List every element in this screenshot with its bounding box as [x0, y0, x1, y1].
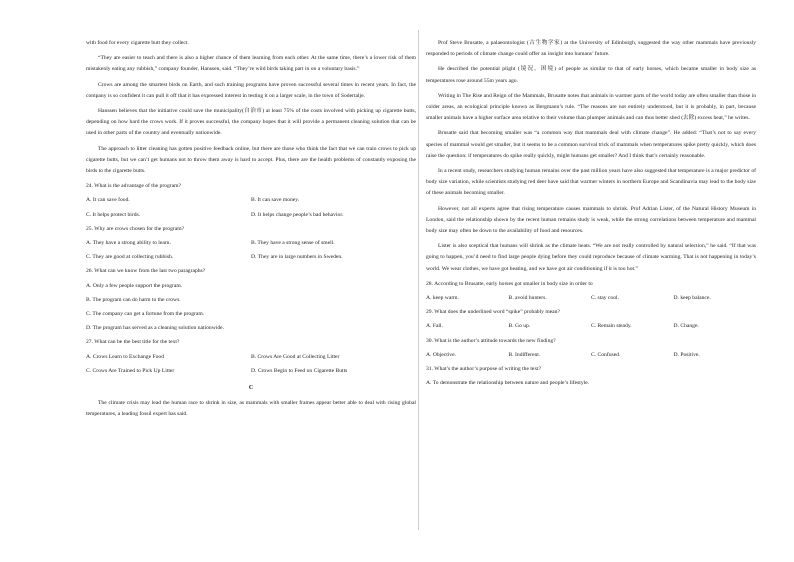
- option-d: D. keep balance.: [673, 295, 711, 302]
- option-c: C. They are good at collecting rubbish.: [86, 254, 174, 261]
- options-row: [426, 321, 756, 332]
- options-row: [86, 366, 416, 377]
- option-d: D. Crows Begin to Feed on Cigarette Butts: [251, 367, 348, 374]
- option-c: C. stay cool.: [591, 295, 619, 302]
- options-row: [86, 352, 416, 363]
- option-a: A. Fall.: [426, 323, 443, 330]
- question-26: 26. What can we know from the last two paragraphs?: [86, 268, 206, 275]
- option-a: A. keep warm.: [426, 295, 459, 302]
- option-d: D. They are in large numbers in Sweden.: [251, 254, 343, 261]
- right-column: [426, 38, 756, 392]
- passage-paragraph: Crows are among the smartest birds on Earth, and such training programs have proven successful several times in recent years. In fact, the company is so confident it can pull it off that it has expressed interest in testing it on a larger scale, in the town of Sodertalje.: [86, 81, 416, 99]
- option-b: B. They have a strong sense of smell.: [251, 240, 335, 247]
- option-c: C. Crows Are Trained to Pick Up Litter: [86, 367, 175, 374]
- options-row: [426, 293, 756, 304]
- option-b: B. avoid hunters.: [508, 295, 547, 302]
- question-25: 25. Why are crows chosen for the program?: [86, 225, 185, 232]
- question-31: 31. What’s the author’s purpose of writing the text?: [426, 366, 542, 373]
- passage-paragraph: Brusatte said that becoming smaller was “a common way that mammals deal with climate change”. He added: “That’s not to say every species of mammal would get smaller, but it seems to be a common survival trick of mammals when temperatures spike pretty quickly, which does raise the question: if temperatures do spike really quickly, might humans get smaller? And I think that’s certainly reasonable.: [426, 130, 756, 159]
- option-a: A. Only a few people support the program.: [86, 282, 183, 289]
- option-a: A. Crows Learn to Exchange Food: [86, 353, 164, 360]
- passage-paragraph: The approach to litter cleaning has gotten positive feedback online, but there are those who think the fact that we can train crows to pick up cigarette butts, but we can’t get humans not to throw them away is hard to accept. Plus, there are the health problems of constantly exposing the birds to the cigarette butts.: [86, 145, 416, 175]
- left-column: [86, 38, 416, 425]
- passage-paragraph: Prof Steve Brusatte, a palaeontologist (古生物学家) at the University of Edinburgh, suggested the way other mammals have previously responded to periods of climate change could offer an insight into humans’ future.: [426, 40, 756, 58]
- column-divider: [418, 30, 419, 530]
- option-c: C. The company can get a fortune from the program.: [86, 311, 205, 318]
- passage-paragraph: The climate crisis may lead the human race to shrink in size, as mammals with smaller frames appear better able to deal with rising global temperatures, a leading fossil expert has said.: [86, 400, 416, 418]
- option-b: B. Crows Are Good at Collecting Litter: [251, 353, 340, 360]
- options-row: [86, 252, 416, 263]
- question-28: 28. According to Brusatte, early horses got smaller in body size in order to: [426, 280, 593, 287]
- option-b: B. It can save money.: [251, 197, 300, 204]
- option-a: A. They have a strong ability to learn.: [86, 240, 171, 247]
- options-row: [86, 195, 416, 206]
- options-row: [86, 238, 416, 249]
- passage-paragraph: “They are easier to teach and there is also a higher chance of them learning from each other. At the same time, there’s a lower risk of them mistakenly eating any rubbish,” company founder, Hanssen, said. “They’re wild birds taking part in on a voluntary basis.”: [86, 55, 416, 73]
- option-d: D. The program has served as a cleaning solution nationwide.: [86, 325, 224, 332]
- option-c: C. It helps protect birds.: [86, 211, 141, 218]
- passage-paragraph: Lister is also sceptical that humans will shrink as the climate heats. “We are not really controlled by natural selection,” he said. “If that was going to happen, you’d need to find large people dying before they could reproduce because of climate warming. That is not happening in today’s world. We wear clothes, we have got heating, and we have got air conditioning if it is too hot.”: [426, 243, 756, 272]
- passage-paragraph: In a recent study, researchers studying human remains over the past million years have also suggested that temperature is a major predictor of body size variation, while scientists studying red deer have said that warmer winters in northern Europe and Scandinavia may lead to the body size of these animals becoming smaller.: [426, 168, 756, 197]
- question-29: 29. What does the underlined word “spike” probably mean?: [426, 309, 560, 316]
- option-d: D. Positive.: [673, 351, 700, 358]
- option-b: B. Go up.: [508, 323, 531, 330]
- passage-paragraph: Writing in The Rise and Reign of the Mammals, Brusatte notes that animals in warmer parts of the world today are often smaller than those in colder areas, an ecological principle known as Bergmann’s rule. “The reasons are not entirely understood, but it is probably, in part, because smaller animals have a higher surface area relative to their volume than plumper animals and can thus better shed (去除) excess heat,” he writes.: [426, 92, 756, 122]
- passage-paragraph: However, not all experts agree that rising temperature causes mammals to shrink. Prof Adrian Lister, of the Natural History Museum in London, said the relationship shown by the recent human remains study is weak, while the strong correlations between temperature and mammal body size may often be down to the availability of food and resources.: [426, 205, 756, 235]
- option-a: A. Objective.: [426, 351, 456, 358]
- question-30: 30. What is the author’s attitude towards the new finding?: [426, 337, 556, 344]
- question-27: 27. What can be the best title for the text?: [86, 339, 180, 346]
- passage-paragraph: Hanssen believes that the initiative could save the municipality(自治市) at least 75% of the costs involved with picking up cigarette butts, depending on how hard the crows work. If it proves successful, the company hopes that it will provide a permanent cleaning solution that can be used in other parts of the country and eventually nationwide.: [86, 108, 416, 137]
- option-a: A. It can save food.: [86, 197, 130, 204]
- option-d: D. It helps change people’s bad behavior.: [251, 211, 344, 218]
- option-c: C. Confused.: [591, 351, 621, 358]
- option-a: A. To demonstrate the relationship between nature and people’s lifestyle.: [426, 380, 590, 387]
- option-c: C. Remain steady.: [591, 323, 632, 330]
- section-heading: C: [248, 385, 254, 392]
- option-d: D. Change.: [673, 323, 699, 330]
- passage-paragraph: He described the potential plight (境况，困境) of people as similar to that of early horses, which became smaller in body size as temperatures rose around 55m years ago.: [426, 66, 756, 84]
- options-row: [426, 350, 756, 361]
- option-b: B. Indifferent.: [508, 351, 541, 358]
- option-b: B. The program can do harm to the crows.: [86, 296, 181, 303]
- passage-paragraph: with food for every cigarette butt they collect.: [86, 40, 189, 46]
- options-row: [86, 210, 416, 221]
- question-24: 24. What is the advantage of the program?: [86, 183, 181, 190]
